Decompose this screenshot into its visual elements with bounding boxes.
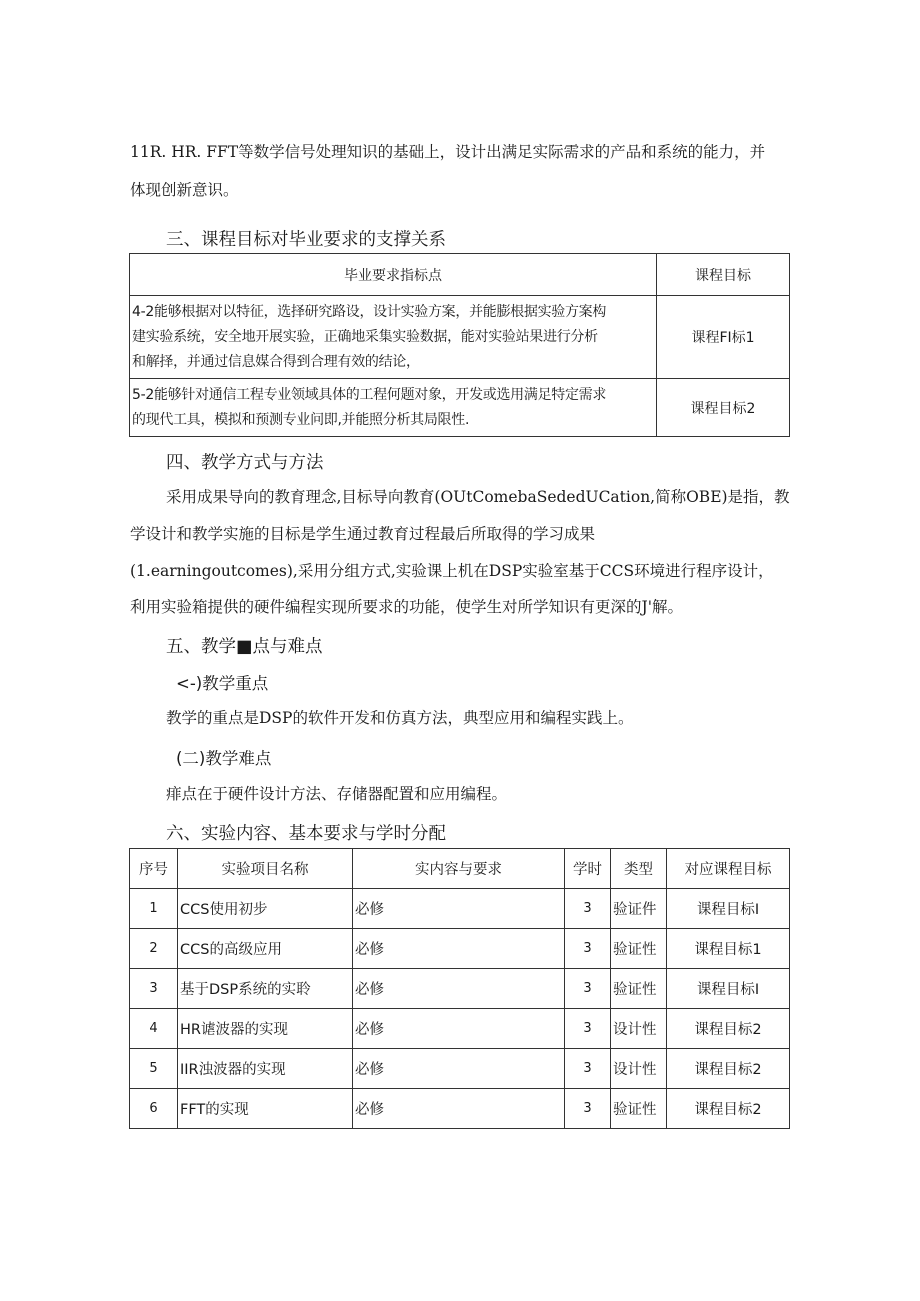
content-requirement: 必修 <box>353 889 565 929</box>
row-index: 3 <box>130 969 178 1009</box>
content-requirement: 必修 <box>353 969 565 1009</box>
project-name: HR谑波器的实现 <box>178 1009 353 1049</box>
requirement-cell <box>130 379 657 437</box>
section5-title: 五、教学■点与难点 <box>166 637 323 657</box>
project-name: 基于DSP系统的实聆 <box>178 969 353 1009</box>
difficulties-text: 痱点在于硬件设计方法、存储器配置和应用编程。 <box>166 785 508 803</box>
header-course-goal: 对应课程目标 <box>667 849 790 889</box>
section4-line-3: (1.earningoutcomes),采用分组方式,实验课上机在DSP实验室基于CCS环境进行程序设计， <box>130 562 774 580</box>
table-row <box>130 969 790 1009</box>
difficulties-title: (二)教学难点 <box>176 749 272 768</box>
section6-title: 六、实验内容、基本要求与学时分配 <box>166 824 446 844</box>
row-index: 5 <box>130 1049 178 1089</box>
experiment-type: 设计性 <box>611 1049 667 1089</box>
goal-cell: 课程目标2 <box>657 379 790 437</box>
experiment-type: 验证性 <box>611 1089 667 1129</box>
goal-cell: 课程FI标1 <box>657 296 790 379</box>
experiment-type: 验证性 <box>611 929 667 969</box>
requirement-line: 4-2能够根据对以特征，选择研究路设，设计实验方案，并能膨根据实验方案构 <box>132 303 607 320</box>
header-project-name: 实验项目名称 <box>178 849 353 889</box>
hours: 3 <box>565 889 611 929</box>
table-header-row <box>130 849 790 889</box>
experiment-type: 验证件 <box>611 889 667 929</box>
hours: 3 <box>565 1089 611 1129</box>
course-goal: 课程目标I <box>667 889 790 929</box>
header-content-requirements: 实内容与要求 <box>353 849 565 889</box>
hours: 3 <box>565 1009 611 1049</box>
course-goal: 课程目标2 <box>667 1089 790 1129</box>
section4-line-4: 利用实验箱提供的硬件编程实现所要求的功能，使学生对所学知识有更深的J'解。 <box>130 598 683 616</box>
header-type: 类型 <box>611 849 667 889</box>
hours: 3 <box>565 969 611 1009</box>
content-requirement: 必修 <box>353 929 565 969</box>
requirement-cell <box>130 296 657 379</box>
table-row <box>130 1049 790 1089</box>
requirement-line: 5-2能够针对通信工程专业领域具体的工程何题对象，开发或选用满足特定需求 <box>132 386 607 403</box>
header-course-goal: 课程目标 <box>657 254 790 296</box>
course-goal: 课程目标2 <box>667 1049 790 1089</box>
hours: 3 <box>565 929 611 969</box>
table-row <box>130 379 790 437</box>
experiment-table <box>129 848 790 1129</box>
course-goal: 课程目标1 <box>667 929 790 969</box>
section4-line-2: 学设计和教学实施的目标是学生通过教育过程最后所取得的学习成果 <box>130 525 596 543</box>
table-row <box>130 1009 790 1049</box>
key-points-title: <-)教学重点 <box>176 674 269 693</box>
course-goal: 课程目标2 <box>667 1009 790 1049</box>
row-index: 4 <box>130 1009 178 1049</box>
key-points-text: 教学的重点是DSP的软件开发和仿真方法，典型应用和编程实践上。 <box>166 709 634 727</box>
table-row <box>130 889 790 929</box>
project-name: CCS的高级应用 <box>178 929 353 969</box>
support-relation-table <box>129 253 790 437</box>
row-index: 2 <box>130 929 178 969</box>
section4-title: 四、教学方式与方法 <box>166 453 324 473</box>
intro-line-2: 体现创新意识。 <box>130 181 239 199</box>
section3-title: 三、课程目标对毕业要求的支撑关系 <box>166 230 446 250</box>
content-requirement: 必修 <box>353 1049 565 1089</box>
content-requirement: 必修 <box>353 1009 565 1049</box>
intro-line-1: 11R. HR. FFT等数学信号处理知识的基础上，设计出满足实际需求的产品和系统的能力，并 <box>130 143 766 161</box>
header-hours: 学时 <box>565 849 611 889</box>
header-index: 序号 <box>130 849 178 889</box>
requirement-line: 建实验系统，安全地开展实验，正确地采集实验数据，能对实验站果进行分析 <box>132 328 598 345</box>
course-goal: 课程目标I <box>667 969 790 1009</box>
project-name: FFT的实现 <box>178 1089 353 1129</box>
content-requirement: 必修 <box>353 1089 565 1129</box>
row-index: 1 <box>130 889 178 929</box>
experiment-type: 验证性 <box>611 969 667 1009</box>
row-index: 6 <box>130 1089 178 1129</box>
project-name: CCS使用初步 <box>178 889 353 929</box>
table-row <box>130 929 790 969</box>
requirement-line: 和解择，并通过信息媒合得到合理有效的结论， <box>132 353 420 370</box>
header-graduation-requirement: 毕业要求指标点 <box>130 254 657 296</box>
table-row <box>130 1089 790 1129</box>
project-name: IIR浊波器的实现 <box>178 1049 353 1089</box>
section4-line-1: 采用成果导向的教育理念,目标导向教育(OUtComebaSededUCation,简称OBE)是指，教 <box>166 488 790 506</box>
hours: 3 <box>565 1049 611 1089</box>
table-header-row <box>130 254 790 296</box>
experiment-type: 设计性 <box>611 1009 667 1049</box>
table-row <box>130 296 790 379</box>
requirement-line: 的现代工具，模拟和预测专业问即,并能照分析其局限性. <box>132 411 470 428</box>
